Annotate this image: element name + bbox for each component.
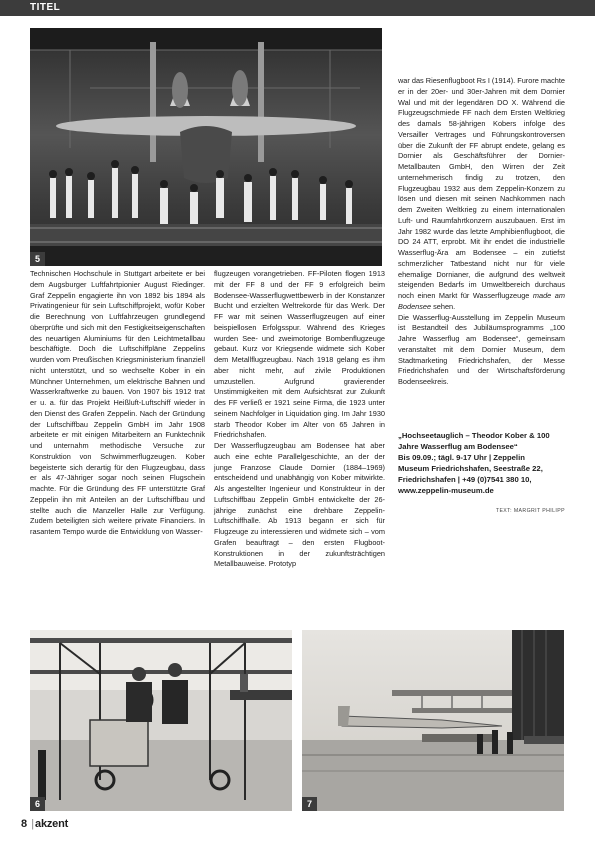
author-credit: TEXT: MARGRIT PHILIPP xyxy=(495,508,565,514)
exhibition-website-link[interactable]: www.zeppelin-museum.de xyxy=(398,486,494,495)
section-header-bar xyxy=(0,0,595,16)
left-column-paragraph: Technischen Hochschule in Stuttgart arbeitete er bei dem Augsburger Luftfahrtpionier August Riedinger. Graf Zeppelin engagierte ihn von 1892 bis 1894 als Privatingenieur für sein Luftschiffprojekt, wofür Kober die Berechnung von Luftfahrzeugen grundlegend überprüfte und sich mit den Festigkeitseigenschaften des neuartigen Aluminiums für den Leichtmetallbau beschäftigte. Doch die Luftschiffpläne Zeppelins wurden vom Preußischen Kriegsministerium finanziell nicht unterstützt, und so wechselte Kober in ein Münchner Unternehmen, um elektrische Bahnen und Wasserkraftwerke zu bauen. Von 1907 bis 1912 trat er u. a. für das Projekt Heißluft-Luftschiff wieder in den Dienst des Grafen Zeppelin. Nach der Gründung der Luftschiffbau Zeppelin GmbH im Jahr 1908 arbeitete er mit einigen Mitarbeitern an Funktechnik und unternahm methodische Versuche zur Konstruktion von Schwimmerflugzeugen. Kober begeisterte sich derartig für den Flugzeugbau, dass er als 47-Jähriger sogar noch seinen Flugschein machte. Für die Gründung des FF unterstützte Graf Zeppelin ihn mit Anteilen an der Luftschiffbau und stellte auch die Manzeller Halle zur Verfügung. Zudem beteiligten sich weitere private Financiers. In rasantem Tempo wurde die Entwicklung von Wasser- xyxy=(30,269,205,536)
footer-separator: | xyxy=(31,818,35,830)
right-column-text: war das Riesenflugboot Rs I (1914). Furore machte er in der 20er- und 30er-Jahren mit dem Dornier Wal und mit der legendären DO X. Während die Flugzeugschmiede FF nach dem Ersten Weltkrieg des damals 58-jährigen Kobers infolge des Versailler Vertrages und Führungskontroversen über die Zukunft der FF abrupt endete, gelang es Dornier als Geschäftsführer der Dornier-Metallbauten GmbH, den Wirren der Zeit unternehmerisch findig zu trotzen, den Flugzeugbau 1932 aus dem Zeppelin-Konzern zu lösen und diesen mit seinen Nachkommen nach dem Zweiten Weltkrieg zu einem internationalen Luft- und Raumfahrtkonzern auszubauen. Erst im Jahr 1982 wurde das letzte Amphibienflugboot, die DO 24 ATT, erprobt. Mit ihr endet die industrielle Wasserflug-Ära am Bodensee – ein zutiefst schmerzlicher Tatbestand nicht nur für viele ehemalige Dornianer, die aufgrund des weltweit steigenden Bedarfs im Umweltbereich durchaus noch einen Markt für Wasserflugzeuge xyxy=(398,76,565,300)
exhibition-address-line: Museum Friedrichshafen, Seestraße 22, xyxy=(398,464,543,473)
page-number: 8 xyxy=(21,818,28,830)
right-column-text-end: sehen. xyxy=(431,301,456,311)
photo-6-pilots-biplane xyxy=(30,630,292,811)
right-column-italic: made am Bodensee xyxy=(398,291,565,311)
photo-7-number: 7 xyxy=(302,797,317,811)
exhibition-title-line-2: Jahre Wasserflug am Bodensee“ xyxy=(398,442,518,451)
photo-5-number: 5 xyxy=(30,252,45,266)
exhibition-title-line-1: „Hochseetauglich – Theodor Kober & 100 xyxy=(398,431,550,440)
article-column-middle xyxy=(214,269,385,570)
exhibition-dates-line: Bis 09.09.; tägl. 9-17 Uhr | Zeppelin xyxy=(398,453,525,462)
photo-6-image xyxy=(30,630,292,811)
middle-column-paragraph-1: flugzeugen vorangetrieben. FF-Piloten flogen 1913 mit der FF 8 und der FF 9 erfolgreich beim Bodensee-Wasserflugwettbewerb in der Konstanzer Bucht und erzielten Weltrekorde für das Werk. Der FF war mit seinen Wasserflugzeugen auf einer beispiellosen Erfolgsspur. Während des Krieges wurden See- und zweimotorige Bombenflugzeuge gebaut. Kurz vor Kriegsende widmete sich Kober dem Metallflugzeugbau. Nach 1918 gelang es ihm aber nicht mehr, auf zivile Produktionen umzustellen. Aufgrund gravierender Unstimmigkeiten mit dem Aufsichtsrat zur Zukunft des FF verließ er 1921 seine Firma, die 1923 unter seinem Nachfolger in Liquidation ging. Im Jahr 1930 starb Theodor Kober im Alter von 65 Jahren in Friedrichshafen. xyxy=(214,269,385,440)
photo-7-seaplane-water xyxy=(302,630,564,811)
exhibition-info xyxy=(398,430,565,496)
photo-7-image xyxy=(302,630,564,811)
magazine-logo: akzent xyxy=(35,818,69,830)
middle-column-paragraph-2: Der Wasserflugzeugbau am Bodensee hat aber auch eine echte Parallelgeschichte, an der der junge Franzose Claude Dornier (1884–1969) entscheidend und unabhängig von Kober mitwirkte. Als angestellter Ingenieur und Konstrukteur in der Luftschiffbau Zeppelin GmbH entwickelte der 26-jährige zunächst eine drehbare Zeppelin-Luftschiffhalle. Ab 1913 begann er sich für Flugzeuge zu interessieren und widmete sich – vom Grafen beauftragt – den ersten Flugboot-Konstruktionen in der zukunftsträchtigen Metallbauweise. Prototyp xyxy=(214,441,385,569)
photo-5-seaplane-group xyxy=(30,28,382,266)
article-column-left xyxy=(30,269,205,538)
page-footer xyxy=(21,818,68,830)
photo-5-image xyxy=(30,28,382,266)
exhibition-phone-line: Friedrichshafen | +49 (0)7541 380 10, xyxy=(398,475,532,484)
article-column-right xyxy=(398,76,565,388)
right-column-paragraph-1 xyxy=(398,76,565,313)
section-title: TITEL xyxy=(30,2,61,13)
right-column-paragraph-2: Die Wasserflug-Ausstellung im Zeppelin Museum ist Bestandteil des Jubiläumsprogramms „100 Jahre Wasserflug am Bodensee“, gemeinsam veranstaltet mit dem Dornier Museum, dem Stadtmarketing Friedrichshafen, der Messe Friedrichshafen und der Wirtschaftsförderung Bodenseekreis. xyxy=(398,312,565,386)
photo-6-number: 6 xyxy=(30,797,45,811)
